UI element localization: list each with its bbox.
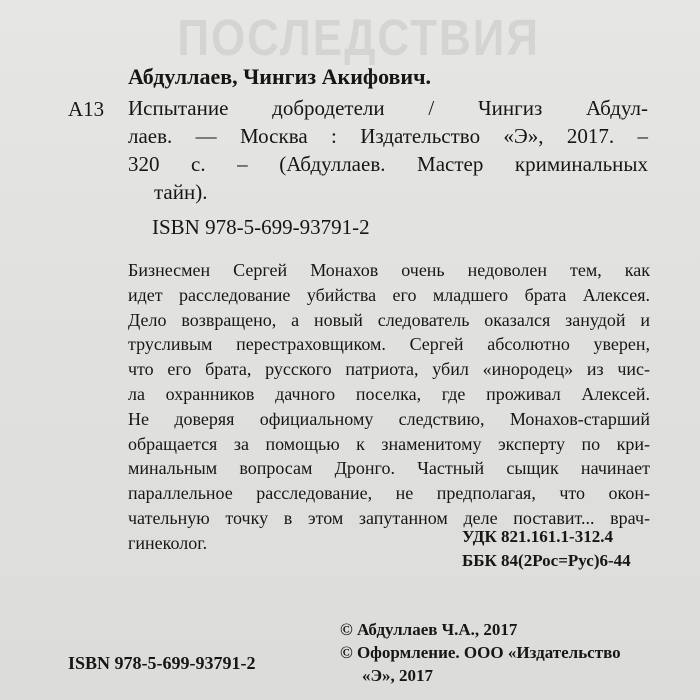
- isbn-bottom: ISBN 978-5-699-93791-2: [68, 653, 256, 673]
- biblio-line: Испытание добродетели / Чингиз Абдул-: [128, 96, 648, 120]
- show-through-watermark: ПОСЛЕДСТВИЯ: [177, 10, 540, 67]
- annotation-line: параллельное расследование, не предполагая, что окон-: [128, 483, 650, 504]
- annotation-line: Бизнесмен Сергей Монахов очень недоволен тем, как: [128, 260, 650, 280]
- copyright-design-line1: © Оформление. ООО «Издательство: [340, 643, 621, 662]
- copyright-design-line2: «Э», 2017: [362, 666, 434, 685]
- classification-code: А13: [68, 97, 105, 121]
- biblio-line: лаев. — Москва : Издательство «Э», 2017. –: [128, 124, 648, 148]
- annotation-line: ла охранников дачного поселка, где проживал Алексей.: [128, 383, 650, 404]
- biblio-line: тайн).: [154, 180, 208, 204]
- isbn-top: ISBN 978-5-699-93791-2: [152, 215, 370, 239]
- bibliographic-description: [128, 94, 648, 206]
- copyright-author: © Абдуллаев Ч.А., 2017: [340, 620, 518, 639]
- annotation-line: Не доверяя официальному следствию, Монахов-старший: [128, 408, 650, 429]
- annotation-line: минальным вопросам Дронго. Частный сыщик начинает: [128, 458, 650, 479]
- annotation-line: Дело возвращено, а новый следователь оказался занудой и: [128, 309, 650, 330]
- author-heading: Абдуллаев, Чингиз Акифович.: [128, 64, 432, 89]
- annotation-line: что его брата, русского патриота, убил «инородец» из чис-: [128, 359, 650, 380]
- udk-code: УДК 821.161.1-312.4: [462, 527, 613, 546]
- annotation-line: чательную точку в этом запутанном деле поставит... врач-: [128, 507, 650, 528]
- annotation-line: идет расследование убийства его младшего брата Алексея.: [128, 284, 650, 305]
- annotation-line: трусливым перестраховщиком. Сергей абсолютно уверен,: [128, 334, 650, 355]
- annotation: [128, 258, 650, 556]
- annotation-line: гинеколог.: [128, 532, 208, 553]
- annotation-line: обращается за помощью к знаменитому эксперту по кри-: [128, 433, 650, 454]
- biblio-line: 320 с. – (Абдуллаев. Мастер криминальных: [128, 152, 648, 176]
- bbk-code: ББК 84(2Рос=Рус)6-44: [462, 551, 631, 570]
